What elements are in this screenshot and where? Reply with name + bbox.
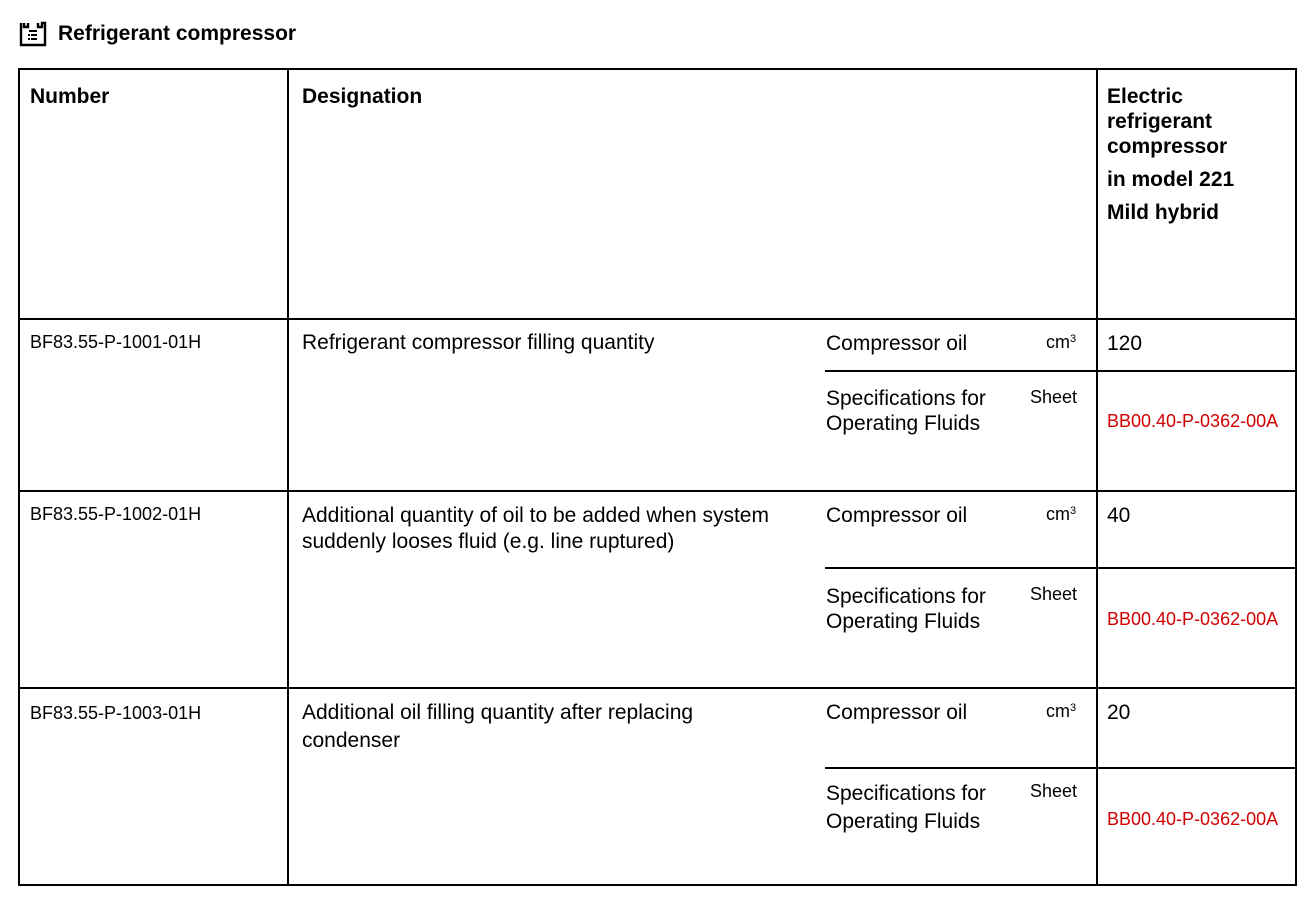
spec-label: Operating Fluids: [826, 610, 981, 633]
row-designation: condenser: [302, 729, 401, 752]
spec-label: Operating Fluids: [826, 412, 981, 435]
row-number: BF83.55-P-1003-01H: [30, 703, 202, 723]
row-divider: [20, 490, 1295, 492]
oil-value: 20: [1107, 701, 1131, 724]
header-model-line: compressor: [1107, 135, 1228, 158]
oil-value: 120: [1107, 332, 1143, 355]
spec-sheet-link[interactable]: BB00.40-P-0362-00A: [1107, 411, 1279, 431]
row-number: BF83.55-P-1001-01H: [30, 332, 202, 352]
oil-unit: $cm^3$: [1046, 332, 1077, 352]
header-model-line: Electric: [1107, 85, 1183, 108]
row-divider: [20, 687, 1295, 689]
row-designation: Refrigerant compressor filling quantity: [302, 331, 655, 354]
header-designation: Designation: [302, 85, 423, 108]
spec-label: Specifications for: [826, 585, 986, 608]
row-designation: Additional oil filling quantity after replacing: [302, 701, 694, 724]
row-number: BF83.55-P-1002-01H: [30, 504, 202, 524]
spec-label: Operating Fluids: [826, 810, 981, 833]
header-model-line: Mild hybrid: [1107, 201, 1219, 224]
row-designation: Additional quantity of oil to be added when system: [302, 504, 769, 527]
column-divider: [287, 70, 289, 884]
row-designation: suddenly looses fluid (e.g. line ruptured): [302, 530, 675, 553]
spec-unit: Sheet: [1030, 781, 1078, 801]
spec-sheet-link[interactable]: BB00.40-P-0362-00A: [1107, 609, 1279, 629]
spec-sheet-link[interactable]: BB00.40-P-0362-00A: [1107, 809, 1279, 829]
page-title: Refrigerant compressor: [58, 22, 297, 45]
header-number: Number: [30, 85, 110, 108]
subrow-divider: [825, 370, 1295, 372]
oil-label: Compressor oil: [826, 701, 968, 724]
subrow-divider: [825, 567, 1295, 569]
spec-unit: Sheet: [1030, 387, 1078, 407]
oil-unit: $cm^3$: [1046, 701, 1077, 721]
header-model-line: in model 221: [1107, 168, 1235, 191]
oil-unit: $cm^3$: [1046, 504, 1077, 524]
column-divider: [1096, 70, 1098, 884]
page-header: [18, 18, 296, 50]
header-model-line: refrigerant: [1107, 110, 1213, 133]
spec-unit: Sheet: [1030, 584, 1078, 604]
oil-label: Compressor oil: [826, 332, 968, 355]
spec-label: Specifications for: [826, 387, 986, 410]
manual-book-icon: [18, 19, 48, 49]
spec-label: Specifications for: [826, 782, 986, 805]
subrow-divider: [825, 767, 1295, 769]
specification-table: [18, 68, 1297, 886]
oil-value: 40: [1107, 504, 1131, 527]
oil-label: Compressor oil: [826, 504, 968, 527]
row-divider: [20, 318, 1295, 320]
